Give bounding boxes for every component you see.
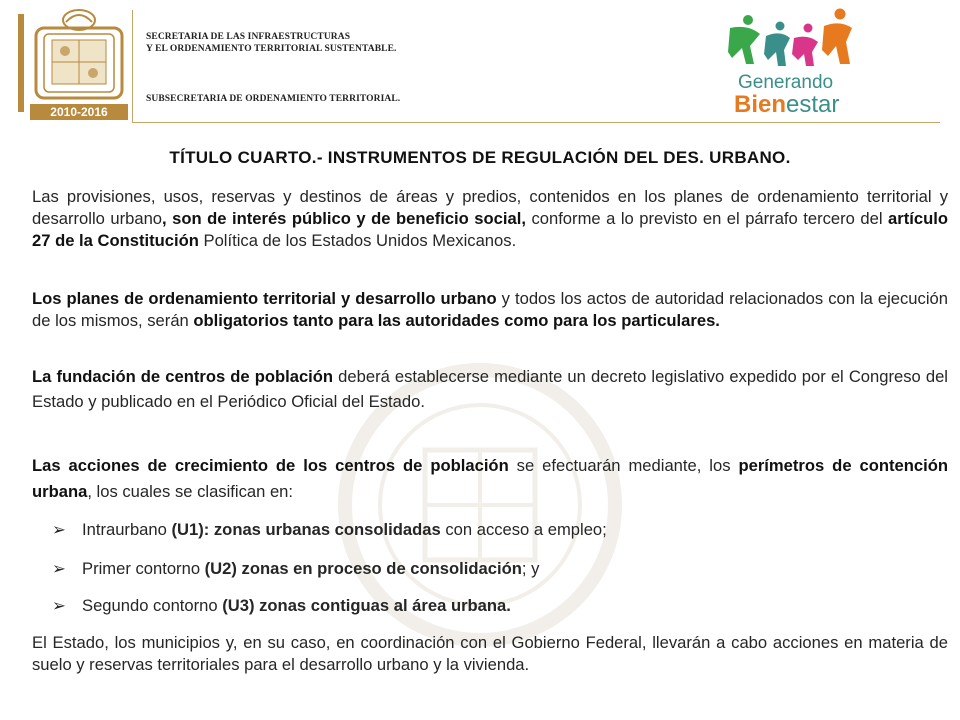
p1-bold-d: artículo 27 de la Constitución	[32, 209, 948, 250]
arrow-bullet-icon: ➢	[52, 520, 66, 539]
gold-accent-bar	[18, 14, 24, 112]
header-divider-horizontal	[132, 122, 940, 123]
paragraph-fundacion	[32, 364, 948, 414]
bullet-1-text-a: Primer contorno	[82, 559, 205, 578]
p1-text-c: conforme a lo previsto en el párrafo tercero del	[525, 209, 889, 228]
p3-text-b: deberá establecerse mediante un decreto legislativo expedido por el Congreso del Estado y publicado en el Periódico Oficial del Estado.	[32, 367, 948, 411]
p2-text-b: y todos los actos de autoridad relacionados con la ejecución de los mismos, serán	[32, 289, 948, 330]
logo-text-generando: Generando	[738, 72, 834, 93]
list-item-u1	[52, 519, 607, 541]
p1-text-a: Las provisiones, usos, reservas y destinos de áreas y predios, contenidos en los planes de ordenamiento territorial y desarrollo urbano	[32, 187, 948, 228]
p4-bold-a: Las acciones de crecimiento de los centros de población	[32, 456, 509, 475]
list-item-u2	[52, 558, 539, 580]
p2-bold-a: Los planes de ordenamiento territorial y desarrollo urbano	[32, 289, 497, 308]
bullet-0-text-c: con acceso a empleo;	[440, 520, 607, 539]
logo-text-estar: estar	[786, 91, 840, 116]
bullet-1-text-c: ; y	[521, 559, 540, 578]
p1-text-e: Política de los Estados Unidos Mexicanos.	[198, 231, 517, 250]
list-item-u3	[52, 595, 511, 617]
paragraph-provisiones	[32, 186, 948, 252]
arrow-bullet-icon: ➢	[52, 559, 66, 578]
header-line-3: SUBSECRETARIA DE ORDENAMIENTO TERRITORIAL.	[146, 94, 401, 104]
arrow-bullet-icon: ➢	[52, 596, 66, 615]
logo-text-bien: Bien	[734, 91, 787, 116]
p1-bold-b: , son de interés público y de beneficio social,	[162, 209, 526, 228]
state-seal-icon	[30, 6, 128, 122]
paragraph-acciones	[32, 453, 948, 505]
p4-text-d: , los cuales se clasifican en:	[87, 482, 294, 501]
seal-years: 2010-2016	[50, 105, 108, 119]
paragraph-estado: El Estado, los municipios y, en su caso, en coordinación con el Gobierno Federal, llevarán a cabo acciones en materia de suelo y reservas territoriales para el desarrollo urbano y la vivienda.	[32, 633, 948, 674]
logo-text-bienestar	[734, 91, 839, 116]
header-line-2: Y EL ORDENAMIENTO TERRITORIAL SUSTENTABLE.	[146, 44, 397, 54]
generando-bienestar-logo	[720, 6, 870, 116]
bullet-2-text-a: Segundo contorno	[82, 596, 223, 615]
p2-bold-c: obligatorios tanto para las autoridades como para los particulares.	[193, 311, 720, 330]
p4-bold-c: perímetros de contención urbana	[32, 456, 948, 501]
header-line-1: SECRETARIA DE LAS INFRAESTRUCTURAS	[146, 32, 351, 42]
logo-figures-icon	[728, 9, 852, 67]
page-title: TÍTULO CUARTO.- INSTRUMENTOS DE REGULACIÓN DEL DES. URBANO.	[169, 148, 791, 167]
bullet-1-bold: (U2) zonas en proceso de consolidación	[204, 559, 522, 578]
paragraph-planes	[32, 288, 948, 332]
header-divider-vertical	[132, 10, 133, 122]
p3-bold-a: La fundación de centros de población	[32, 367, 334, 386]
bullet-2-bold: (U3) zonas contiguas al área urbana.	[222, 596, 511, 615]
bullet-0-text-a: Intraurbano	[82, 520, 172, 539]
p4-text-b: se efectuarán mediante, los	[508, 456, 739, 475]
bullet-0-bold: (U1): zonas urbanas consolidadas	[171, 520, 441, 539]
